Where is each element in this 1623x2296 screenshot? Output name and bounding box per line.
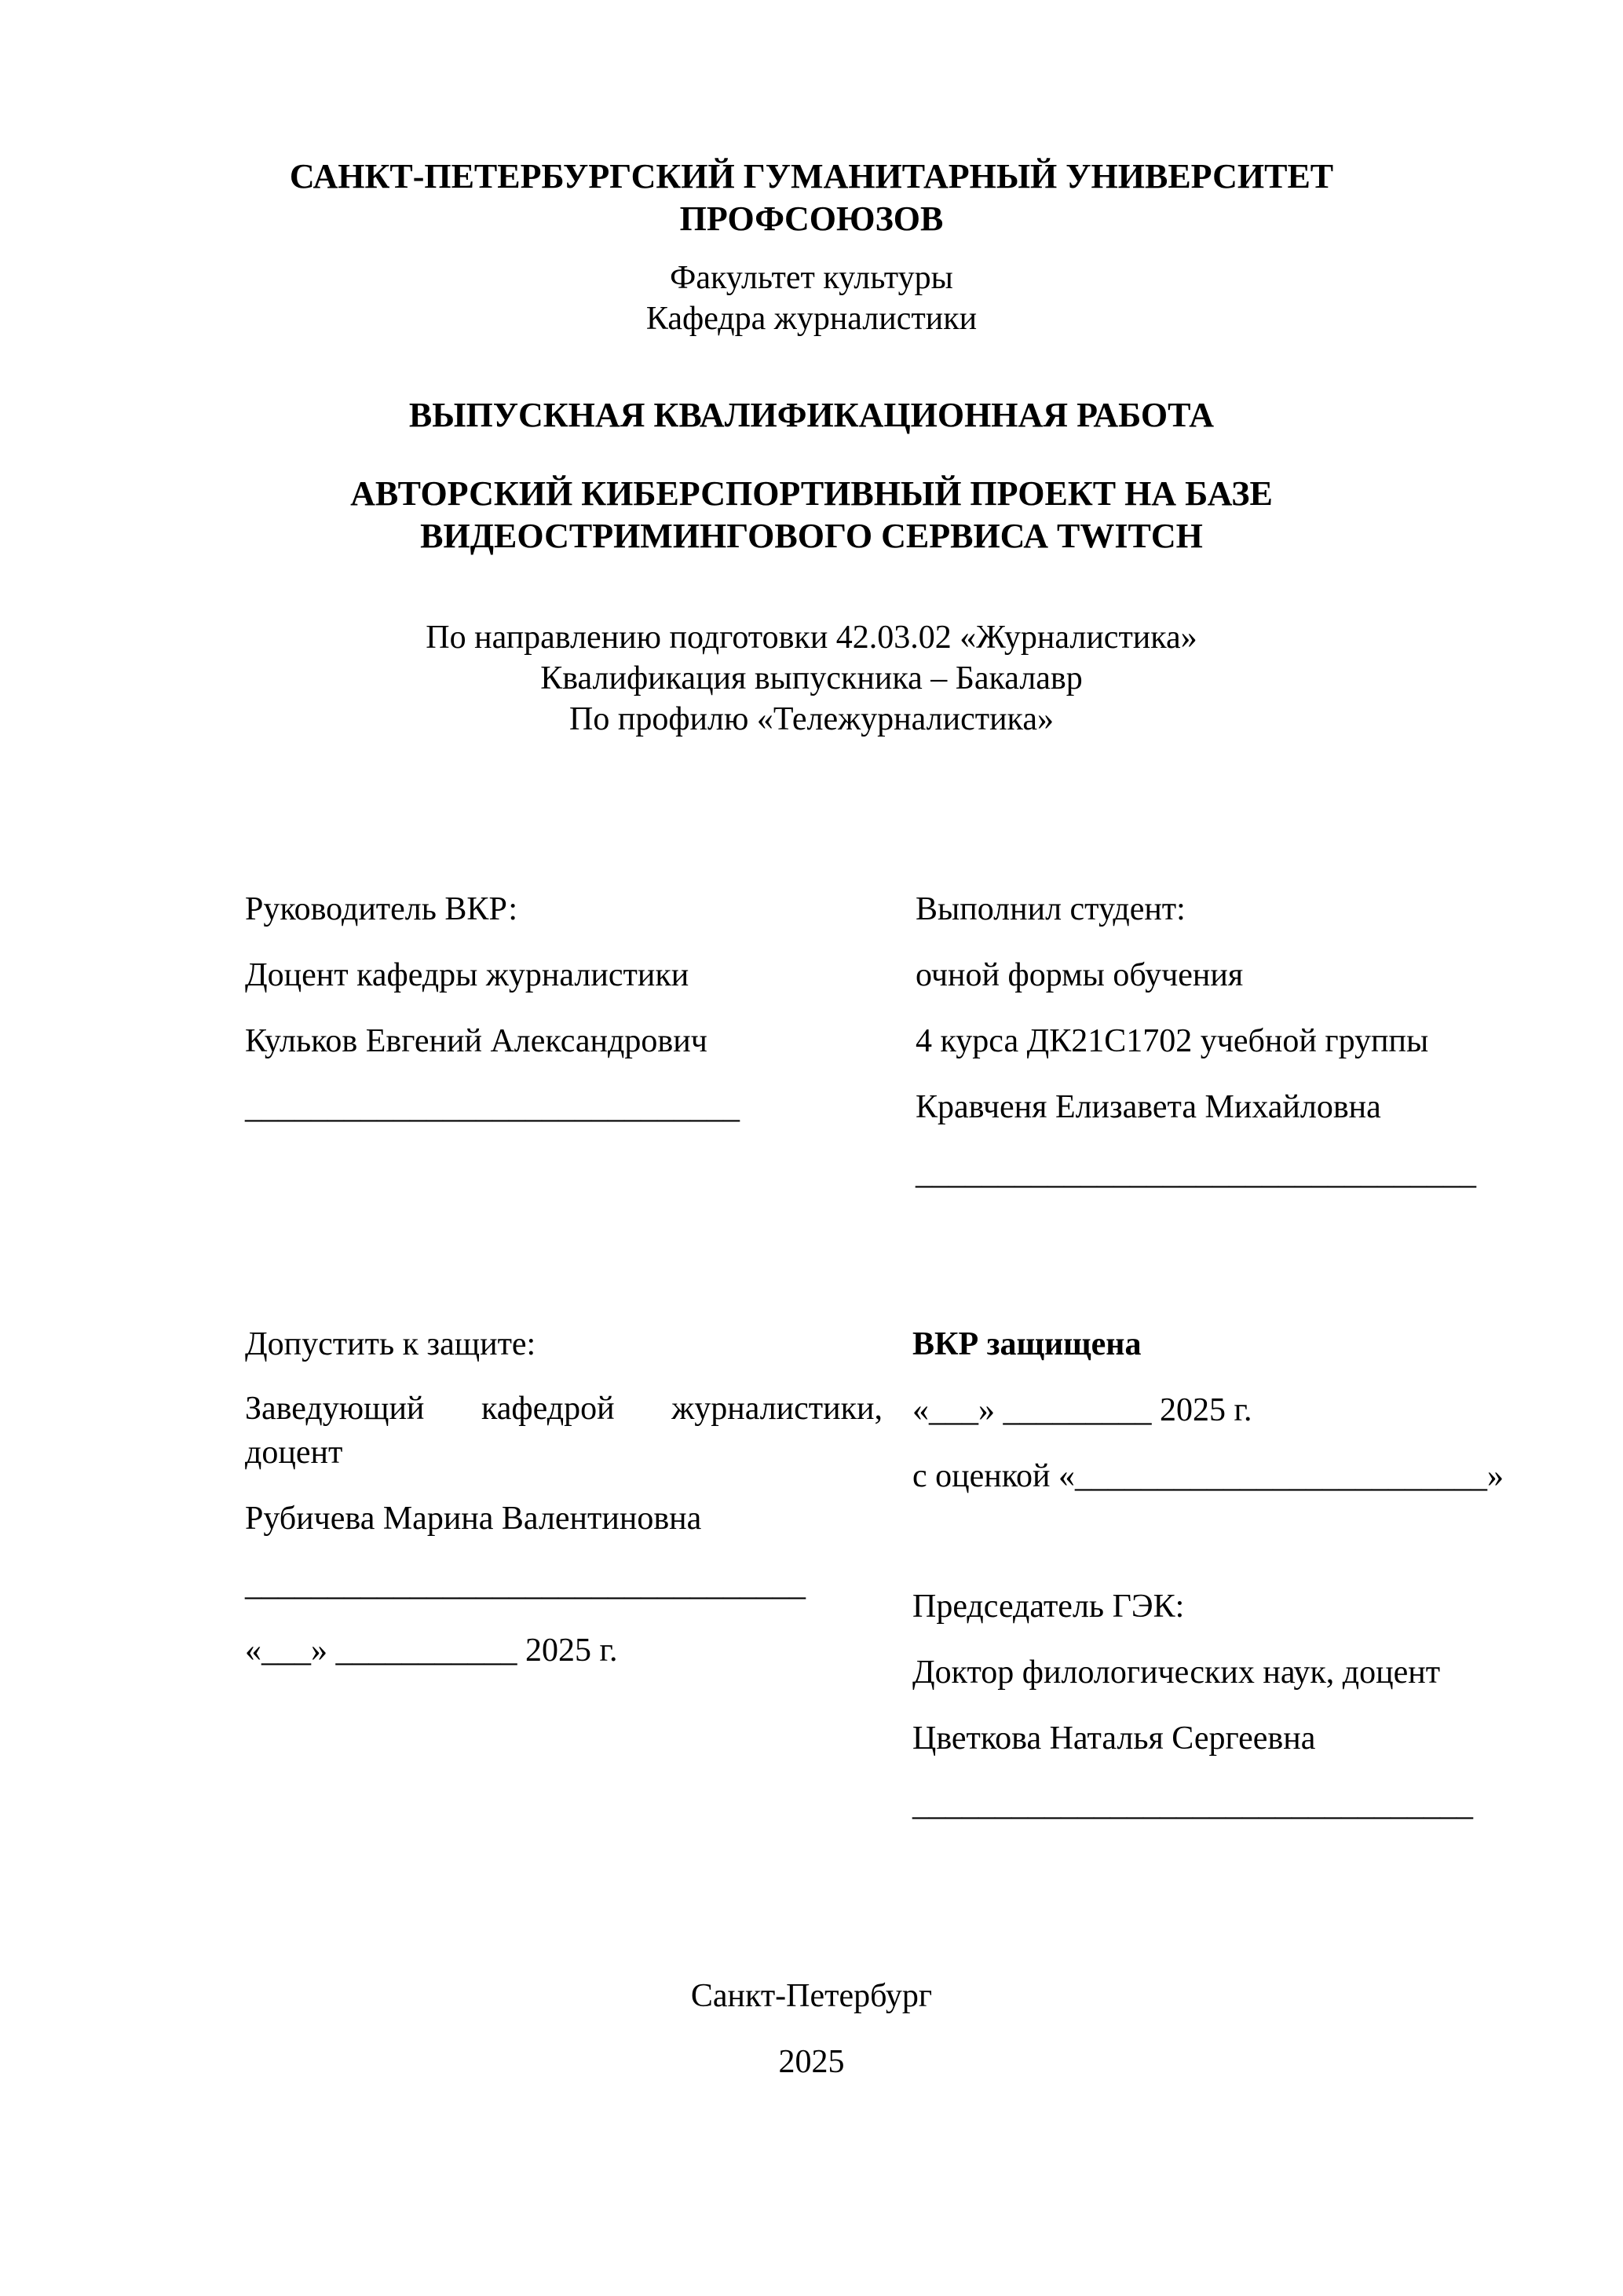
department: Кафедра журналистики xyxy=(645,301,978,337)
defense-grade: с оценкой «_________________________» xyxy=(912,1458,1504,1494)
student-study-form: очной формы обучения xyxy=(916,957,1244,993)
supervisor-label: Руководитель ВКР: xyxy=(245,891,518,927)
faculty: Факультет культуры xyxy=(670,260,953,296)
defense-date: «___» _________ 2025 г. xyxy=(912,1392,1252,1428)
admission-signature-line: __________________________________ xyxy=(245,1567,806,1603)
admission-position: Заведующий кафедрой журналистики, доцент xyxy=(245,1391,883,1471)
admission-label: Допустить к защите: xyxy=(245,1326,536,1362)
student-signature-line: __________________________________ xyxy=(916,1155,1476,1191)
direction: По направлению подготовки 42.03.02 «Журналистика» xyxy=(426,620,1197,656)
chairman-signature-line: __________________________________ xyxy=(912,1786,1473,1823)
defense-label: ВКР защищена xyxy=(912,1326,1142,1362)
supervisor-name: Кульков Евгений Александрович xyxy=(245,1023,707,1059)
supervisor-position: Доцент кафедры журналистики xyxy=(245,957,689,993)
work-title-line1: АВТОРСКИЙ КИБЕРСПОРТИВНЫЙ ПРОЕКТ НА БАЗЕ xyxy=(350,474,1273,513)
supervisor-signature-line: ______________________________ xyxy=(245,1089,740,1125)
student-label: Выполнил студент: xyxy=(916,891,1186,927)
chairman-name: Цветкова Наталья Сергеевна xyxy=(912,1720,1316,1757)
chairman-label: Председатель ГЭК: xyxy=(912,1589,1185,1625)
footer-city: Санкт-Петербург xyxy=(690,1978,933,2014)
work-title-line2: ВИДЕОСТРИМИНГОВОГО СЕРВИСА TWITCH xyxy=(420,517,1203,555)
profile: По профилю «Тележурналистика» xyxy=(569,701,1054,737)
student-name: Кравченя Елизавета Михайловна xyxy=(916,1089,1381,1125)
admission-name: Рубичева Марина Валентиновна xyxy=(245,1501,702,1537)
university-name-line2: ПРОФСОЮЗОВ xyxy=(679,199,944,238)
work-type: ВЫПУСКНАЯ КВАЛИФИКАЦИОННАЯ РАБОТА xyxy=(408,396,1215,434)
qualification: Квалификация выпускника – Бакалавр xyxy=(540,660,1083,696)
student-group: 4 курса ДК21С1702 учебной группы xyxy=(916,1023,1429,1059)
chairman-position: Доктор филологических наук, доцент xyxy=(912,1654,1441,1691)
footer-year: 2025 xyxy=(778,2044,845,2080)
university-name-line1: САНКТ-ПЕТЕРБУРГСКИЙ ГУМАНИТАРНЫЙ УНИВЕРСИТЕТ xyxy=(289,157,1334,196)
admission-date: «___» ___________ 2025 г. xyxy=(245,1632,618,1669)
